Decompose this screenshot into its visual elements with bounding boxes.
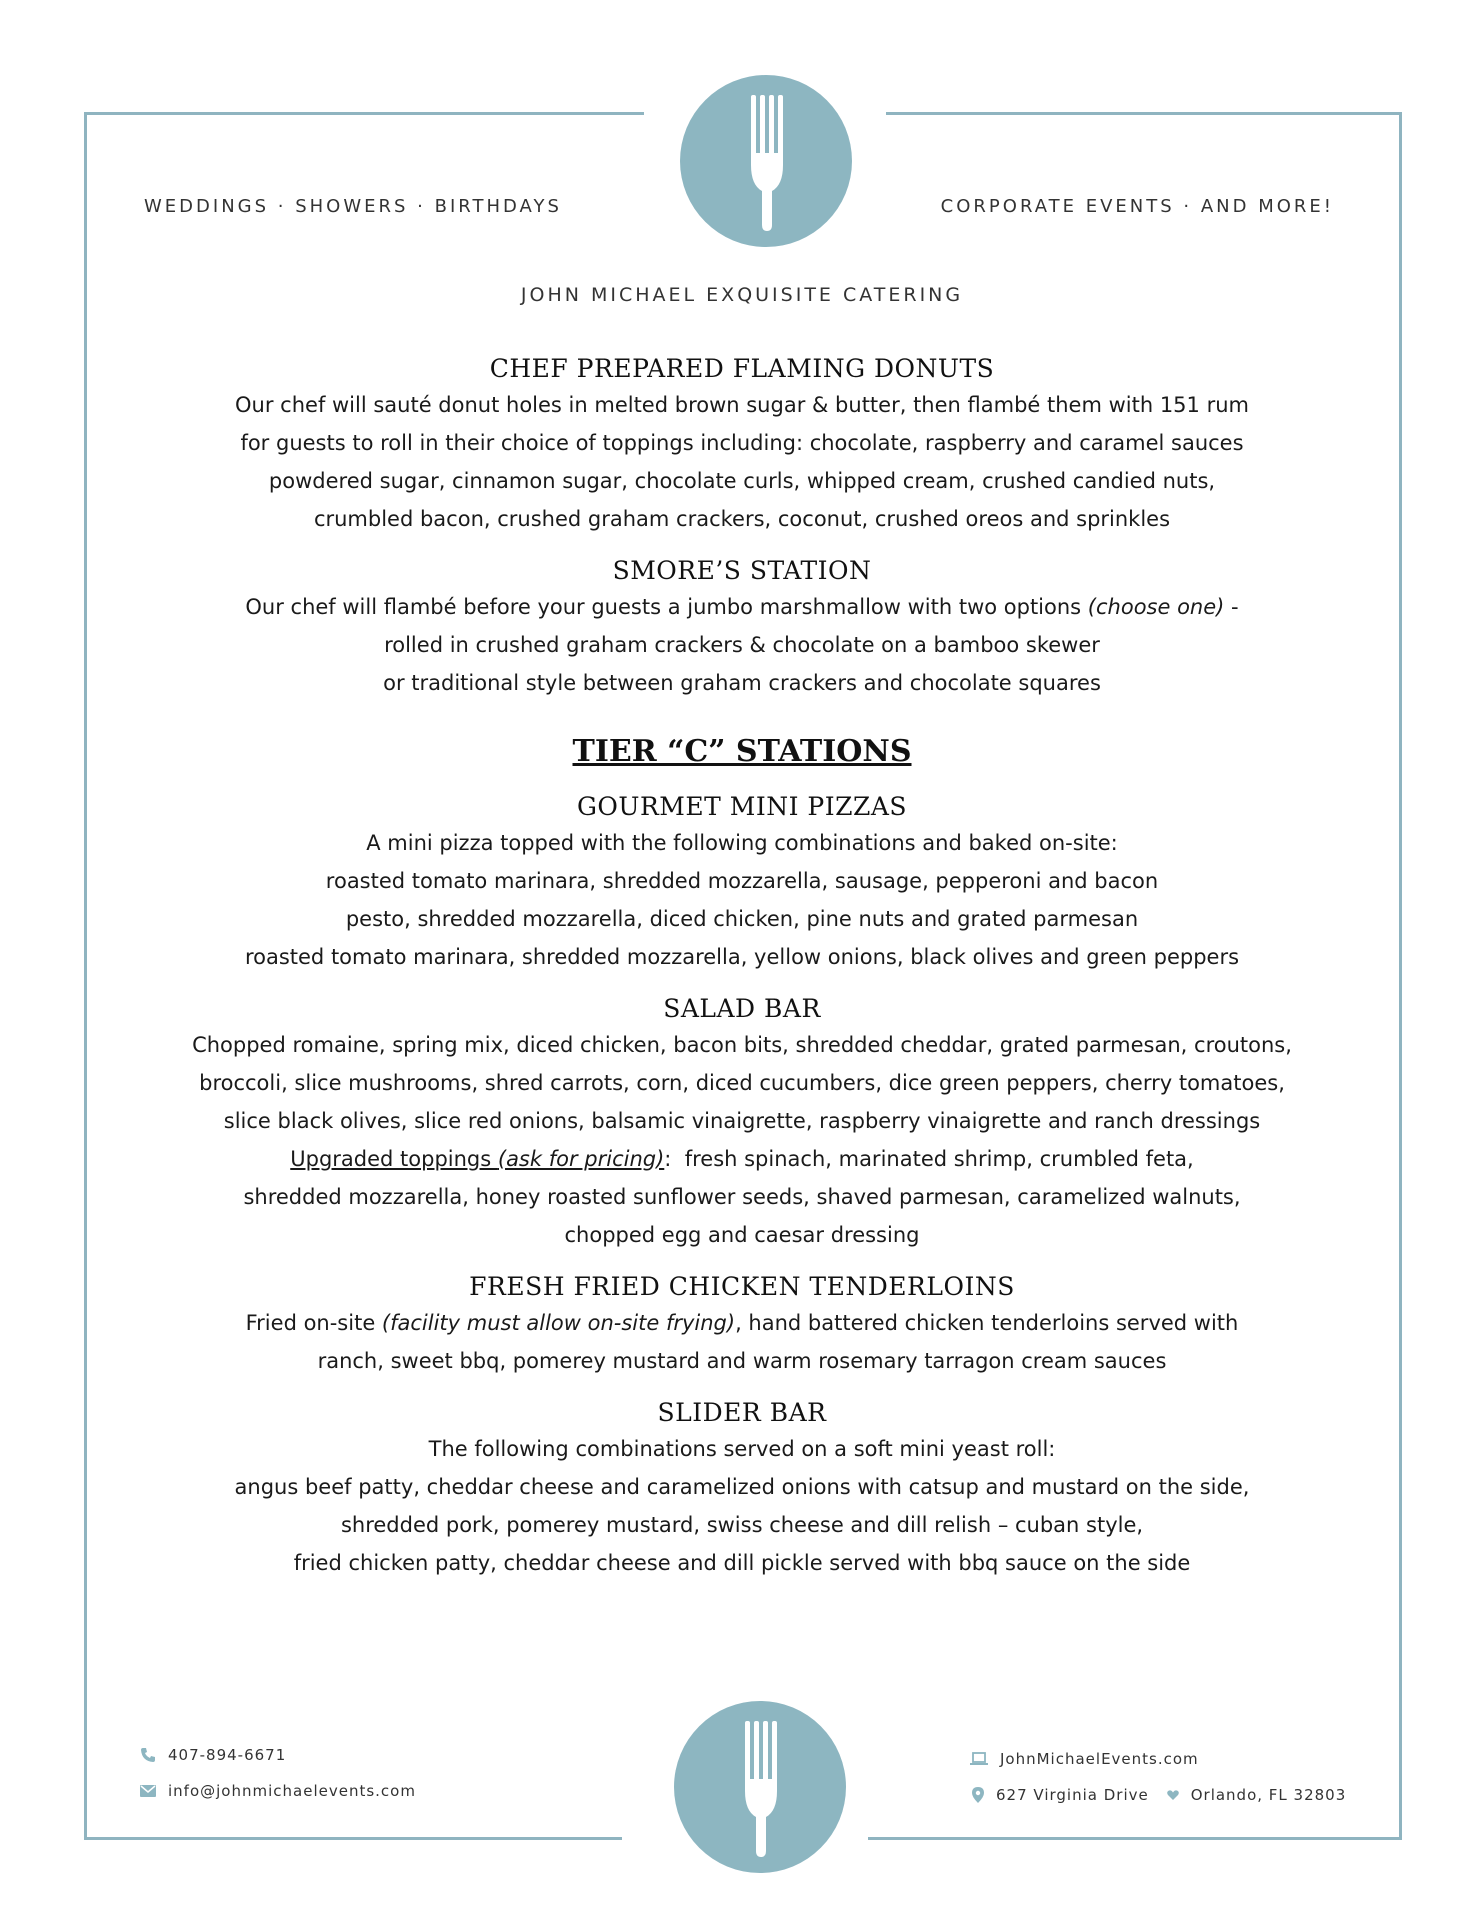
section-title: SALAD BAR — [663, 994, 821, 1023]
description-line: pesto, shredded mozzarella, diced chicken, pine nuts and grated parmesan — [345, 907, 1139, 931]
frame-left — [84, 112, 87, 1840]
description-line: broccoli, slice mushrooms, shred carrots, corn, diced cucumbers, dice green peppers, cherry tomatoes, — [199, 1071, 1285, 1095]
description-line: roasted tomato marinara, shredded mozzarella, yellow onions, black olives and green peppers — [244, 945, 1240, 969]
italic-note: (ask for pricing) — [497, 1147, 665, 1171]
text-span: Fried on-site — [245, 1311, 382, 1335]
website-url: JohnMichaelEvents.com — [1000, 1750, 1199, 1768]
text-span: Our chef will flambé before your guests a jumbo marshmallow with two options — [245, 595, 1088, 619]
bottom-emblem — [674, 1701, 846, 1873]
tagline-right: CORPORATE EVENTS · AND MORE! — [940, 196, 1334, 217]
contact-website[interactable] — [970, 1750, 1199, 1768]
description-line: angus beef patty, cheddar cheese and caramelized onions with catsup and mustard on the side, — [234, 1475, 1250, 1499]
section-mini-pizzas — [140, 790, 1344, 976]
map-pin-icon — [972, 1787, 984, 1803]
city-state-zip: Orlando, FL 32803 — [1190, 1786, 1347, 1804]
section-slider-bar — [140, 1396, 1344, 1582]
company-name: JOHN MICHAEL EXQUISITE CATERING — [520, 284, 964, 306]
tagline-left: WEDDINGS · SHOWERS · BIRTHDAYS — [144, 196, 562, 217]
section-title: GOURMET MINI PIZZAS — [576, 792, 908, 821]
frame-top-left — [84, 112, 644, 115]
description-line: A mini pizza topped with the following combinations and baked on-site: — [366, 831, 1118, 855]
section-title: FRESH FRIED CHICKEN TENDERLOINS — [469, 1272, 1015, 1301]
contact-email[interactable] — [140, 1782, 416, 1800]
menu-content — [140, 352, 1344, 1598]
text-span: fresh spinach, marinated shrimp, crumbled feta, — [671, 1147, 1194, 1171]
description-line: shredded pork, pomerey mustard, swiss cheese and dill relish – cuban style, — [340, 1513, 1144, 1537]
frame-bottom-left — [84, 1837, 622, 1840]
section-title: SLIDER BAR — [657, 1398, 827, 1427]
description-line: or traditional style between graham crackers and chocolate squares — [383, 671, 1101, 695]
section-chicken-tenderloins — [140, 1270, 1344, 1380]
fork-icon — [674, 1701, 846, 1873]
fork-icon — [680, 75, 852, 247]
street-address: 627 Virginia Drive — [996, 1786, 1149, 1804]
description-line: The following combinations served on a soft mini yeast roll: — [428, 1437, 1056, 1461]
laptop-icon — [970, 1752, 988, 1766]
text-span: , hand battered chicken tenderloins served with — [735, 1311, 1239, 1335]
section-title: CHEF PREPARED FLAMING DONUTS — [489, 354, 995, 383]
contact-address — [972, 1786, 1346, 1804]
description-line: roasted tomato marinara, shredded mozzarella, sausage, pepperoni and bacon — [325, 869, 1159, 893]
description-line: Chopped romaine, spring mix, diced chicken, bacon bits, shredded cheddar, grated parmesan, croutons, — [192, 1033, 1292, 1057]
heart-icon — [1167, 1790, 1179, 1801]
section-smores-station — [140, 554, 1344, 702]
description-line: powdered sugar, cinnamon sugar, chocolate curls, whipped cream, crushed candied nuts, — [268, 469, 1216, 493]
description-line: rolled in crushed graham crackers & chocolate on a bamboo skewer — [384, 633, 1100, 657]
description-line: Our chef will sauté donut holes in melted brown sugar & butter, then flambé them with 151 rum — [235, 393, 1249, 417]
mail-icon — [140, 1785, 156, 1797]
description-line: shredded mozzarella, honey roasted sunflower seeds, shaved parmesan, caramelized walnuts, — [243, 1185, 1241, 1209]
description-line: for guests to roll in their choice of toppings including: chocolate, raspberry and caramel sauces — [240, 431, 1244, 455]
frame-bottom-right — [868, 1837, 1402, 1840]
section-title: SMORE’S STATION — [612, 556, 872, 585]
email-address: info@johnmichaelevents.com — [168, 1782, 416, 1800]
description-line: slice black olives, slice red onions, balsamic vinaigrette, raspberry vinaigrette and ranch dressings — [223, 1109, 1261, 1133]
phone-icon — [140, 1747, 156, 1763]
section-salad-bar — [140, 992, 1344, 1254]
italic-note: (choose one) — [1087, 595, 1225, 619]
text-span: : — [664, 1147, 672, 1171]
frame-top-right — [886, 112, 1402, 115]
description-line: fried chicken patty, cheddar cheese and dill pickle served with bbq sauce on the side — [293, 1551, 1191, 1575]
tier-heading: TIER “C” STATIONS — [572, 734, 912, 769]
contact-phone[interactable] — [140, 1746, 286, 1764]
upgrade-label — [290, 1147, 664, 1171]
description-line — [140, 1304, 1344, 1342]
description-line — [140, 1140, 1344, 1178]
description-line: crumbled bacon, crushed graham crackers, coconut, crushed oreos and sprinkles — [313, 507, 1171, 531]
description-line: ranch, sweet bbq, pomerey mustard and warm rosemary tarragon cream sauces — [317, 1349, 1167, 1373]
top-emblem — [680, 75, 852, 247]
text-span: Upgraded toppings — [290, 1147, 498, 1171]
phone-number: 407-894-6671 — [168, 1746, 287, 1764]
frame-right — [1399, 112, 1402, 1840]
section-flaming-donuts — [140, 352, 1344, 538]
description-line: chopped egg and caesar dressing — [564, 1223, 920, 1247]
text-span: - — [1224, 595, 1239, 619]
italic-note: (facility must allow on-site frying) — [381, 1311, 736, 1335]
description-line — [140, 588, 1344, 626]
